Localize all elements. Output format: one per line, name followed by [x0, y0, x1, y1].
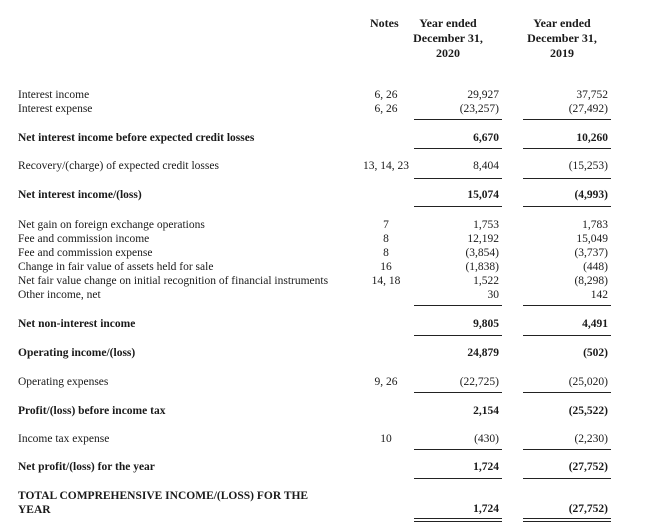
subtotal-rule [523, 206, 611, 207]
year-2019-header: Year ended December 31, 2019 [527, 16, 597, 60]
subtotal-rule [523, 305, 611, 306]
subtotal-rule [414, 478, 502, 479]
subtotal-rule [414, 148, 502, 149]
total-double-rule [523, 518, 611, 522]
subtotal-rule [523, 178, 611, 179]
subtotal-rule [414, 449, 502, 450]
subtotal-rule [414, 119, 502, 120]
subtotal-rule [414, 392, 502, 393]
notes-header: Notes [370, 16, 399, 30]
subtotal-rule [414, 335, 502, 336]
subtotal-rule [414, 178, 502, 179]
subtotal-rule [523, 449, 611, 450]
subtotal-rule [523, 478, 611, 479]
subtotal-rule [523, 392, 611, 393]
subtotal-rule [414, 305, 502, 306]
subtotal-rule [523, 335, 611, 336]
subtotal-rule [523, 119, 611, 120]
total-double-rule [414, 518, 502, 522]
subtotal-rule [523, 148, 611, 149]
subtotal-rule [414, 206, 502, 207]
year-2020-header: Year ended December 31, 2020 [413, 16, 483, 60]
